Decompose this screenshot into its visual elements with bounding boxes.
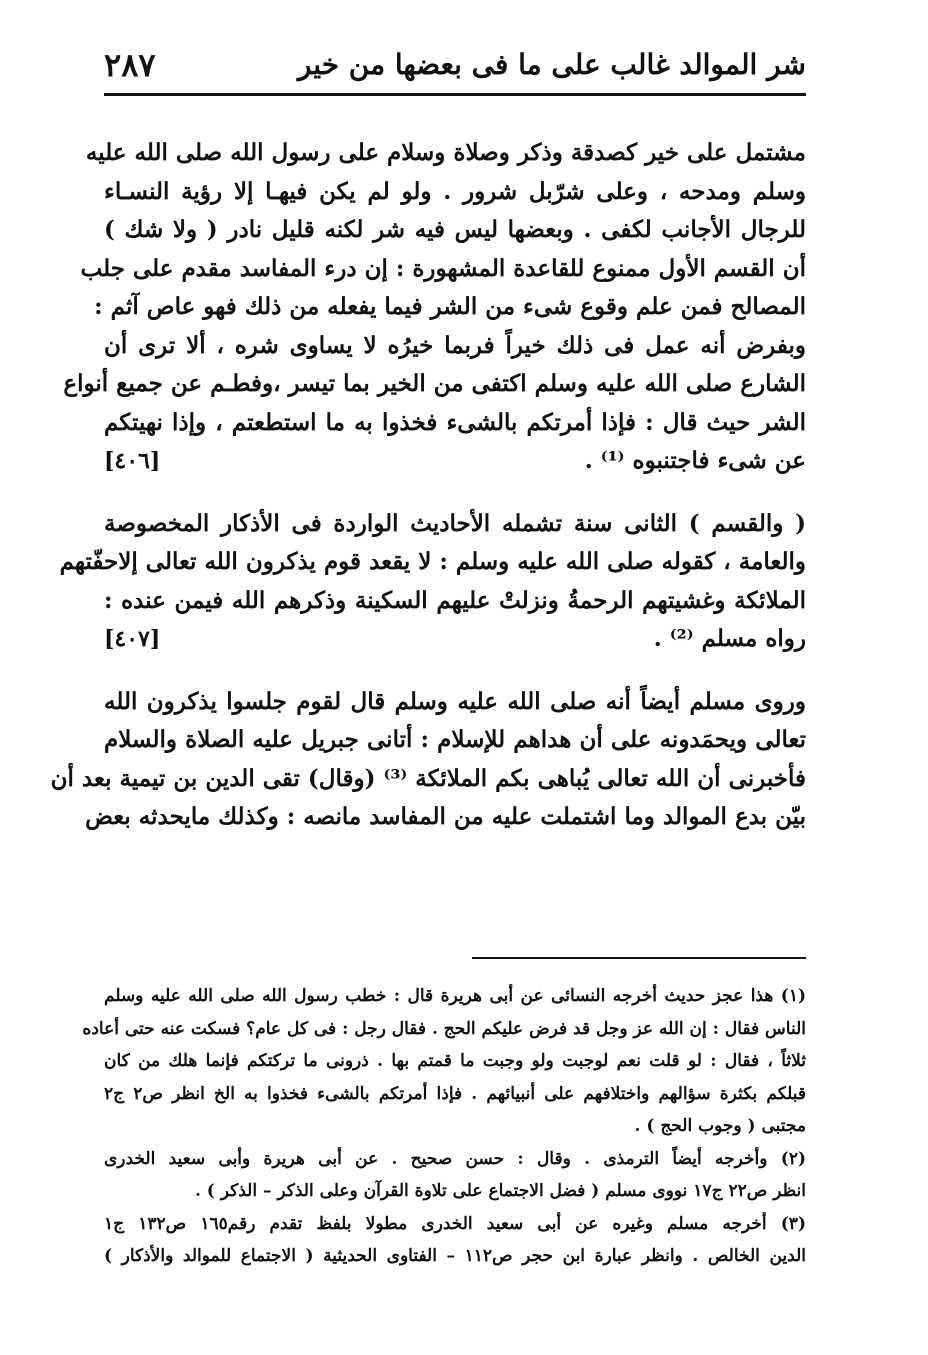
footnotes <box>82 980 806 1273</box>
paragraph-2 <box>59 505 806 659</box>
footnote-line: مجتبى ( وجوب الحج ) . <box>634 1116 806 1136</box>
footnote-line: (٢) وأخرجه أيضاً الترمذى . وقال : حسن صحيح . عن أبى هريرة وأبى سعيد الخدرى <box>104 1148 806 1169</box>
reference-number: [٤٠٧] <box>104 626 161 652</box>
footnote-line: (٣) أخرجه مسلم وغيره عن أبى سعيد الخدرى مطولا بلفظ تقدم رقم١٦٥ ص١٣٢ ج١ <box>104 1213 806 1234</box>
text-line: بيّن بدع الموالد وما اشتملت عليه من المفاسد مانصه : وكذلك مايحدثه بعض <box>85 803 806 830</box>
text-line: للرجال الأجانب لكفى . وبعضها ليس فيه شر لكنه قليل نادر ( ولا شك ) <box>104 216 806 243</box>
text-line: الشارع صلى الله عليه وسلم اكتفى من الخير بما تيسر ،وفطـم عن جميع أنواع <box>63 370 806 397</box>
text-line: الشر حيث قال : فإذا أمرتكم بالشىء فخذوا به ما استطعتم ، وإذا نهيتكم <box>104 408 806 436</box>
text-line: وبفرض أنه عمل فى ذلك خيراً فربما خيرُه لا يساوى شره ، ألا ترى أن <box>104 331 806 359</box>
reference-number: [٤٠٦] <box>104 448 161 474</box>
header-rule <box>104 93 806 96</box>
text-line: تعالى ويحمَدونه على أن هداهم للإسلام : أتانى جبريل عليه الصلاة والسلام <box>104 726 806 753</box>
text-line: والعامة ، كقوله صلى الله عليه وسلم : لا يقعد قوم يذكرون الله تعالى إلاحفّتهم <box>59 548 806 575</box>
footnote-line: ثلاثاً ، فقال : لو قلت نعم لوجبت ولو وجبت ما قمتم بها . ذرونى ما تركتكم فإنما هلك من كان <box>104 1051 806 1071</box>
footnote-3 <box>104 1208 806 1273</box>
footnote-2 <box>104 1143 806 1208</box>
text-line: فأخبرنى أن الله تعالى يُباهى بكم الملائكة ⁽³⁾ (وقال) تقى الدين بن تيمية بعد أن <box>50 764 806 792</box>
text-line: المصالح فمن علم وقوع شىء من الشر فيما يفعله من ذلك فهو عاص آثم : <box>94 293 806 320</box>
text-line: ( والقسم ) الثانى سنة تشمله الأحاديث الواردة فى الأذكار المخصوصة <box>104 509 806 537</box>
text-line: الملائكة وغشيتهم الرحمةُ ونزلتْ عليهم السكينة وذكرهم الله فيمن عنده : <box>104 586 806 614</box>
page-number: ٢٨٧ <box>104 46 156 84</box>
paragraph-3 <box>50 683 806 837</box>
text-line: مشتمل على خير كصدقة وذكر وصلاة وسلام على رسول الله صلى الله عليه <box>85 139 806 166</box>
page-header <box>104 40 806 92</box>
footnote-line: قبلكم بكثرة سؤالهم واختلافهم على أنبيائهم . فإذا أمرتكم بالشىء فخذوا به الخ انظر ص٢ ج٢ <box>104 1083 806 1104</box>
footnote-rule <box>472 957 806 959</box>
paragraph-1 <box>63 134 806 481</box>
text-line-content: عن شىء فاجتنبوه ⁽¹⁾ . <box>584 447 806 474</box>
footnote-line: (١) هذا عجز حديث أخرجه النسائى عن أبى هريرة قال : خطب رسول الله صلى الله عليه وسلم <box>104 986 806 1006</box>
footnote-line: الناس فقال : إن الله عز وجل قد فرض عليكم الحج . فقال رجل : فى كل عام؟ فسكت عنه حتى أعاده <box>82 1018 806 1039</box>
text-line: وسلم ومدحه ، وعلى شرّبل شرور . ولو لم يكن فيهـا إلا رؤية النسـاء <box>104 177 806 205</box>
footnote-1 <box>82 980 806 1143</box>
main-text <box>50 134 806 861</box>
footnote-line: انظر ص٢٢ ج١٧ نووى مسلم ( فضل الاجتماع على تلاوة القرآن وعلى الذكر – الذكر ) . <box>194 1181 806 1201</box>
text-line-last <box>104 620 806 659</box>
text-line-last <box>104 442 806 481</box>
footnote-line: الدين الخالص . وانظر عبارة ابن حجر ص١١٢ – الفتاوى الحديثية ( الاجتماع للموالد والأذكار ) <box>104 1246 806 1266</box>
text-line: أن القسم الأول ممنوع للقاعدة المشهورة : إن درء المفاسد مقدم على جلب <box>80 254 806 282</box>
text-line-content: رواه مسلم ⁽²⁾ . <box>653 625 806 652</box>
text-line: وروى مسلم أيضاً أنه صلى الله عليه وسلم قال لقوم جلسوا يذكرون الله <box>104 687 806 715</box>
running-title: شر الموالد غالب على ما فى بعضها من خير <box>297 48 806 81</box>
